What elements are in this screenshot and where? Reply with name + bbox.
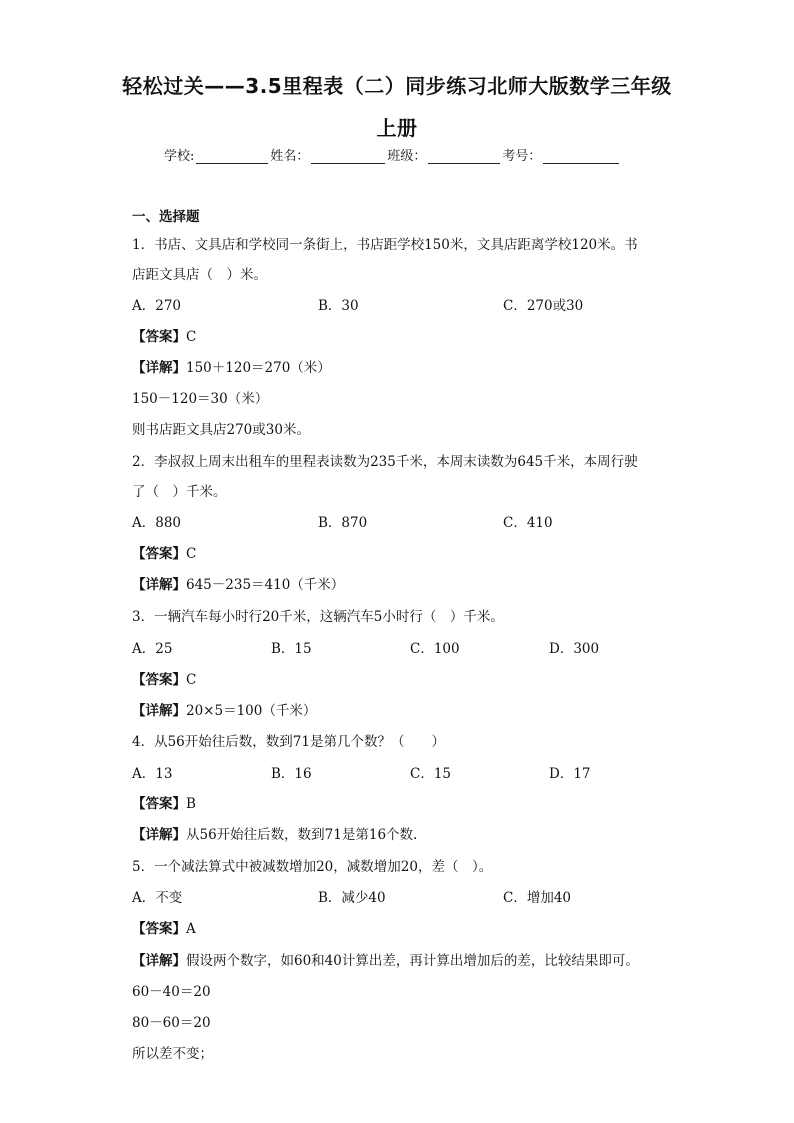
answer-label: 【答案】 <box>132 329 186 345</box>
question-2-option-a: A．880 <box>132 515 182 531</box>
question-4-option-b: B．16 <box>271 766 312 782</box>
detail-label: 【详解】 <box>132 953 186 969</box>
question-5-stem: 5．一个减法算式中被减数增加20，减数增加20，差（ ）。 <box>132 859 493 875</box>
question-3-stem: 3．一辆汽车每小时行20千米，这辆汽车5小时行（ ）千米。 <box>132 609 504 625</box>
question-5-answer <box>132 920 196 938</box>
detail-label: 【详解】 <box>132 577 186 593</box>
question-4-option-d: D．17 <box>549 766 591 782</box>
question-3-option-c: C．100 <box>410 641 460 657</box>
page-title: 轻松过关——3.5里程表（二）同步练习北师大版数学三年级 <box>122 74 672 98</box>
question-4-detail <box>132 826 417 844</box>
question-3-option-a: A．25 <box>132 641 173 657</box>
answer-label: 【答案】 <box>132 672 186 688</box>
detail-line: 从56开始往后数，数到71是第16个数. <box>186 827 418 843</box>
question-4-option-a: A．13 <box>132 766 173 782</box>
question-4-stem: 4．从56开始往后数，数到71是第几个数？（ ） <box>132 734 445 750</box>
answer-label: 【答案】 <box>132 921 186 937</box>
question-1-detail-line-2: 150－120＝30（米） <box>132 391 269 407</box>
question-1-option-b: B．30 <box>318 298 359 314</box>
question-4-option-c: C．15 <box>410 766 452 782</box>
question-2-stem: 2．李叔叔上周末出租车的里程表读数为235千米，本周末读数为645千米，本周行驶 <box>132 454 638 470</box>
question-1-option-c: C．270或30 <box>503 298 584 314</box>
question-5-detail-line-4: 所以差不变； <box>132 1046 213 1062</box>
question-3-detail <box>132 702 316 720</box>
answer-value: B <box>186 796 196 812</box>
answer-label: 【答案】 <box>132 546 186 562</box>
exam-no-label: 考号： <box>502 149 542 164</box>
question-1-stem: 1．书店、文具店和学校同一条街上，书店距学校150米，文具店距离学校120米。书 <box>132 237 638 253</box>
class-label: 班级： <box>387 149 427 164</box>
detail-line: 150＋120＝270（米） <box>186 360 331 376</box>
answer-value: A <box>186 921 196 937</box>
question-5-detail <box>132 952 639 970</box>
question-1-option-a: A．270 <box>132 298 182 314</box>
question-5-option-b: B．减少40 <box>318 890 386 906</box>
question-3-option-d: D．300 <box>549 641 600 657</box>
school-label: 学校: <box>164 149 195 164</box>
question-5-option-c: C．增加40 <box>503 890 572 906</box>
question-2-answer <box>132 545 196 563</box>
question-3-answer <box>132 671 196 689</box>
detail-line: 645－235＝410（千米） <box>186 577 345 593</box>
name-label: 姓名： <box>270 149 310 164</box>
question-4-answer <box>132 795 196 813</box>
question-5-option-a: A．不变 <box>132 890 183 906</box>
question-1-stem-continued: 店距文具店（ ）米。 <box>132 267 267 283</box>
class-blank[interactable] <box>428 149 500 164</box>
school-blank[interactable] <box>196 149 268 164</box>
detail-label: 【详解】 <box>132 360 186 376</box>
question-2-stem-continued: 了（ ）千米。 <box>132 484 227 500</box>
question-5-detail-line-3: 80－60＝20 <box>132 1015 211 1031</box>
page-title-continued: 上册 <box>376 116 418 140</box>
detail-line: 20×5＝100（千米） <box>186 703 317 719</box>
question-3-option-b: B．15 <box>271 641 312 657</box>
question-2-detail <box>132 576 344 594</box>
question-5-detail-line-2: 60－40＝20 <box>132 984 211 1000</box>
detail-label: 【详解】 <box>132 827 186 843</box>
answer-label: 【答案】 <box>132 796 186 812</box>
answer-value: C <box>186 329 197 345</box>
answer-value: C <box>186 672 197 688</box>
section-title: 一、选择题 <box>132 209 200 225</box>
answer-value: C <box>186 546 197 562</box>
detail-line: 假设两个数字，如60和40计算出差，再计算出增加后的差，比较结果即可。 <box>186 953 639 969</box>
question-2-option-c: C．410 <box>503 515 553 531</box>
student-info-line <box>164 145 621 164</box>
question-1-detail-line-3: 则书店距文具店270或30米。 <box>132 422 310 438</box>
exam-no-blank[interactable] <box>543 149 619 164</box>
name-blank[interactable] <box>311 149 385 164</box>
question-1-answer <box>132 328 196 346</box>
detail-label: 【详解】 <box>132 703 186 719</box>
question-2-option-b: B．870 <box>318 515 368 531</box>
question-1-detail <box>132 359 331 377</box>
